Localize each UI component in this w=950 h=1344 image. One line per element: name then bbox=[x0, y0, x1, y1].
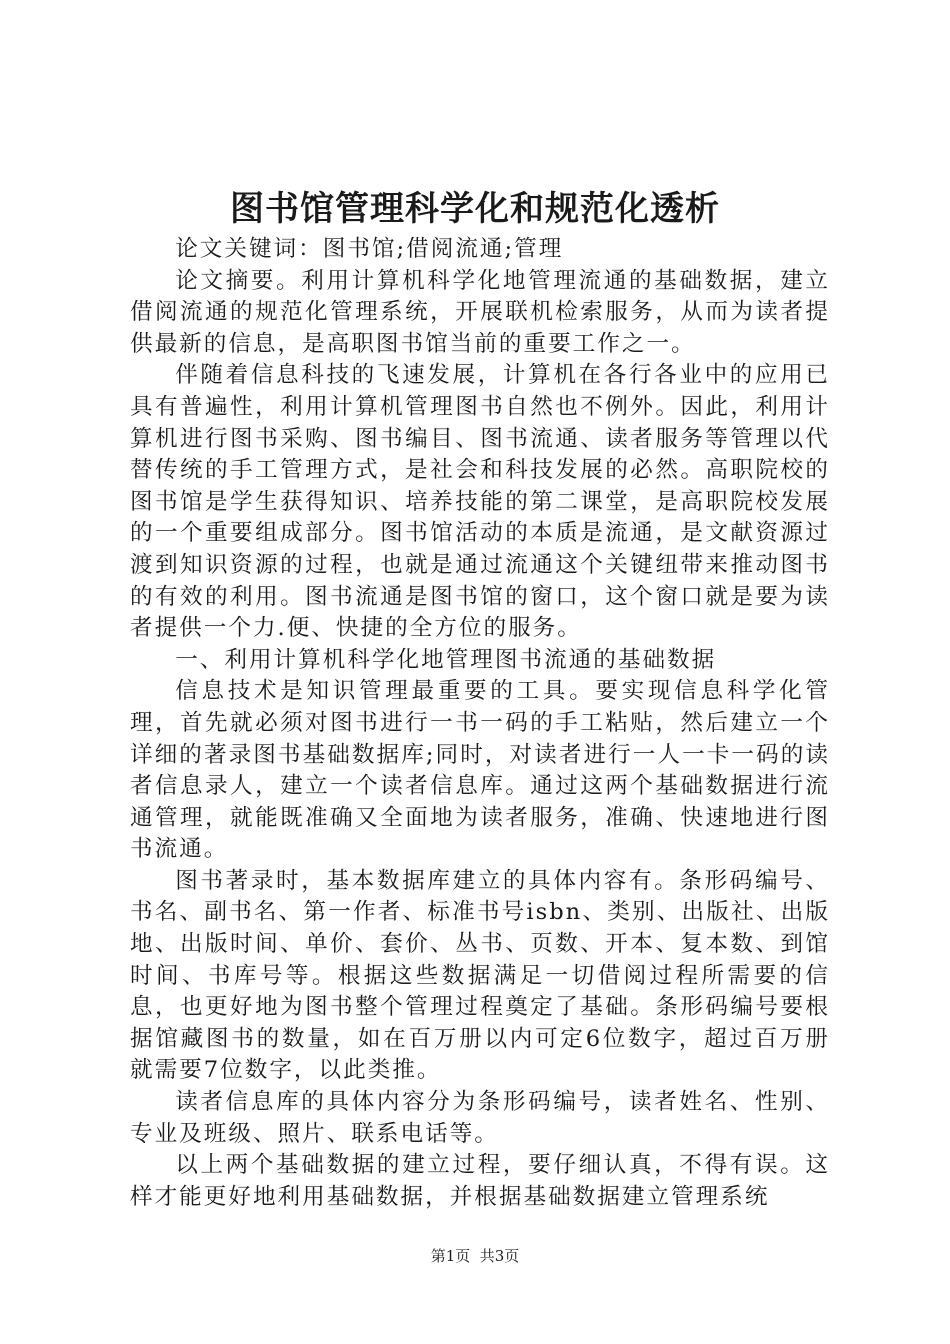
document-body bbox=[130, 234, 830, 1213]
page-footer bbox=[0, 1246, 950, 1266]
body-paragraph: 图书著录时，基本数据库建立的具体内容有。条形码编号、书名、副书名、第一作者、标准书号isbn、类别、出版社、出版地、出版时间、单价、套价、丛书、页数、开本、复本数、到馆时间、书库号等。根据这些数据满足一切借阅过程所需要的信息，也更好地为图书整个管理过程奠定了基础。条形码编号要根据馆藏图书的数量，如在百万册以内可定6位数字，超过百万册就需要7位数字，以此类推。 bbox=[130, 867, 830, 1084]
abstract-paragraph: 论文摘要。利用计算机科学化地管理流通的基础数据，建立借阅流通的规范化管理系统，开展联机检索服务，从而为读者提供最新的信息，是高职图书馆当前的重要工作之一。 bbox=[130, 267, 830, 357]
body-paragraph: 信息技术是知识管理最重要的工具。要实现信息科学化管理，首先就必须对图书进行一书一码的手工粘贴，然后建立一个详细的著录图书基础数据库;同时，对读者进行一人一卡一码的读者信息录人，建立一个读者信息库。通过这两个基础数据进行流通管理，就能既准确又全面地为读者服务，准确、快速地进行图书流通。 bbox=[130, 678, 830, 863]
body-paragraph: 以上两个基础数据的建立过程，要仔细认真，不得有误。这样才能更好地利用基础数据，并根据基础数据建立管理系统 bbox=[130, 1152, 830, 1210]
section-heading: 一、利用计算机科学化地管理图书流通的基础数据 bbox=[175, 646, 717, 673]
body-paragraph: 读者信息库的具体内容分为条形码编号，读者姓名、性别、专业及班级、照片、联系电话等。 bbox=[130, 1089, 830, 1147]
body-paragraph: 伴随着信息科技的飞速发展，计算机在各行各业中的应用已具有普遍性，利用计算机管理图书自然也不例外。因此，利用计算机进行图书采购、图书编目、图书流通、读者服务等管理以代替传统的手工管理方式，是社会和科技发展的必然。高职院校的图书馆是学生获得知识、培养技能的第二课堂，是高职院校发展的一个重要组成部分。图书馆活动的本质是流通，是文献资源过渡到知识资源的过程，也就是通过流通这个关键纽带来推动图书的有效的利用。图书流通是图书馆的窗口，这个窗口就是要为读者提供一个力.便、快捷的全方位的服务。 bbox=[130, 362, 830, 642]
document-title: 图书馆管理科学化和规范化透析 bbox=[230, 189, 720, 229]
keywords-paragraph: 论文关键词：图书馆;借阅流通;管理 bbox=[175, 236, 564, 262]
page-number: 第1页 共3页 bbox=[430, 1247, 520, 1265]
